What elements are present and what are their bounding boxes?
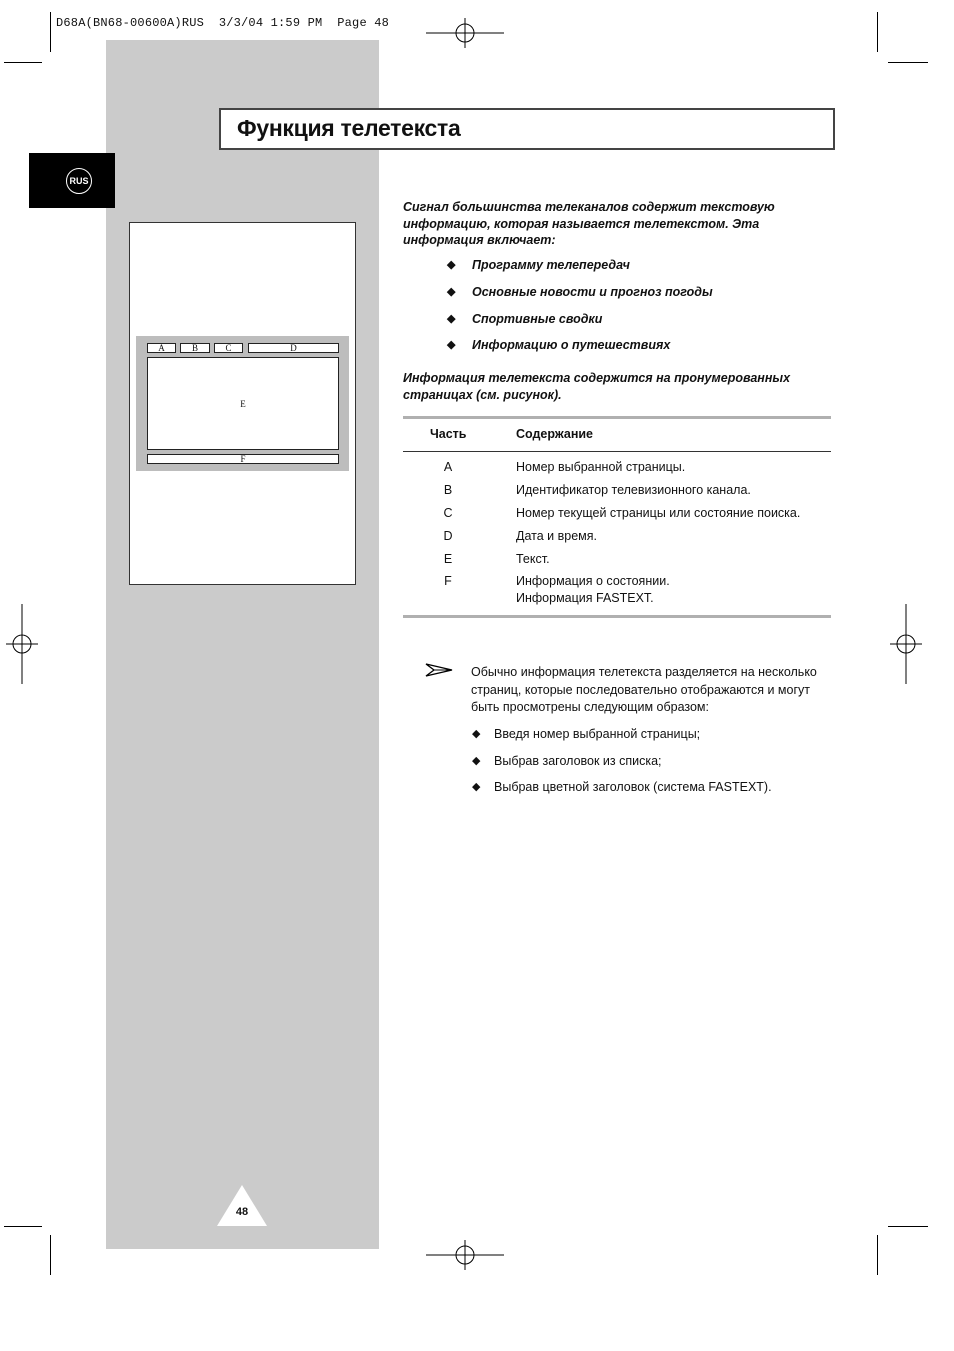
table-header-content: Содержание [516, 427, 594, 441]
crop-mark [4, 62, 42, 63]
figure-label-e: E [147, 357, 339, 450]
language-badge: RUS [66, 168, 92, 194]
note-text: Обычно информация телетекста разделяется на несколько страниц, которые последовательно отображаются и могут быть просмотрены следующим образом: [471, 665, 817, 714]
crop-mark [888, 1226, 928, 1227]
crop-mark [877, 1235, 878, 1275]
registration-mark-icon [426, 18, 504, 48]
list-item: ◆ Введя номер выбранной страницы; [472, 727, 701, 741]
figure-label-b: B [180, 343, 210, 353]
table-header-rule [403, 451, 831, 452]
diamond-bullet-icon: ◆ [447, 259, 456, 271]
crop-mark [877, 12, 878, 52]
diamond-bullet-icon: ◆ [447, 313, 456, 325]
registration-mark-icon [6, 604, 38, 684]
table-top-rule [403, 416, 831, 419]
diamond-bullet-icon: ◆ [447, 339, 456, 351]
pages-info-text: Информация телетекста содержится на пронумерованных страницах (см. рисунок). [403, 371, 791, 402]
figure-label-c: C [214, 343, 243, 353]
list-item: ◆ Информацию о путешествиях [447, 338, 671, 352]
list-item: ◆ Выбрав цветной заголовок (система FASTEXT). [472, 780, 772, 794]
crop-mark [50, 12, 51, 52]
crop-mark [4, 1226, 42, 1227]
figure-label-d: D [248, 343, 339, 353]
diamond-bullet-icon: ◆ [472, 781, 481, 793]
language-tab [29, 153, 115, 208]
crop-mark [50, 1235, 51, 1275]
note-arrow-icon [425, 662, 453, 678]
teletext-figure [129, 222, 356, 585]
title-box [219, 108, 835, 150]
list-item: ◆ Выбрав заголовок из списка; [472, 754, 662, 768]
table-header-part: Часть [430, 427, 467, 441]
crop-mark [888, 62, 928, 63]
list-item: ◆ Программу телепередач [447, 258, 630, 272]
diamond-bullet-icon: ◆ [472, 728, 481, 740]
table-bottom-rule [403, 615, 831, 618]
figure-label-a: A [147, 343, 176, 353]
registration-mark-icon [890, 604, 922, 684]
page-title: Функция телетекста [237, 115, 461, 141]
list-item: ◆ Основные новости и прогноз погоды [447, 285, 713, 299]
page-number: 48 [235, 1206, 249, 1218]
diamond-bullet-icon: ◆ [447, 286, 456, 298]
print-header: D68A(BN68-00600A)RUS 3/3/04 1:59 PM Page 48 [56, 16, 390, 30]
list-item: ◆ Спортивные сводки [447, 312, 603, 326]
intro-text: Сигнал большинства телеканалов содержит текстовую информацию, которая называется телетекстом. Эта информация включает: [403, 200, 775, 247]
diamond-bullet-icon: ◆ [472, 755, 481, 767]
figure-label-f: F [147, 454, 339, 464]
teletext-screen [136, 336, 349, 471]
registration-mark-icon [426, 1240, 504, 1270]
